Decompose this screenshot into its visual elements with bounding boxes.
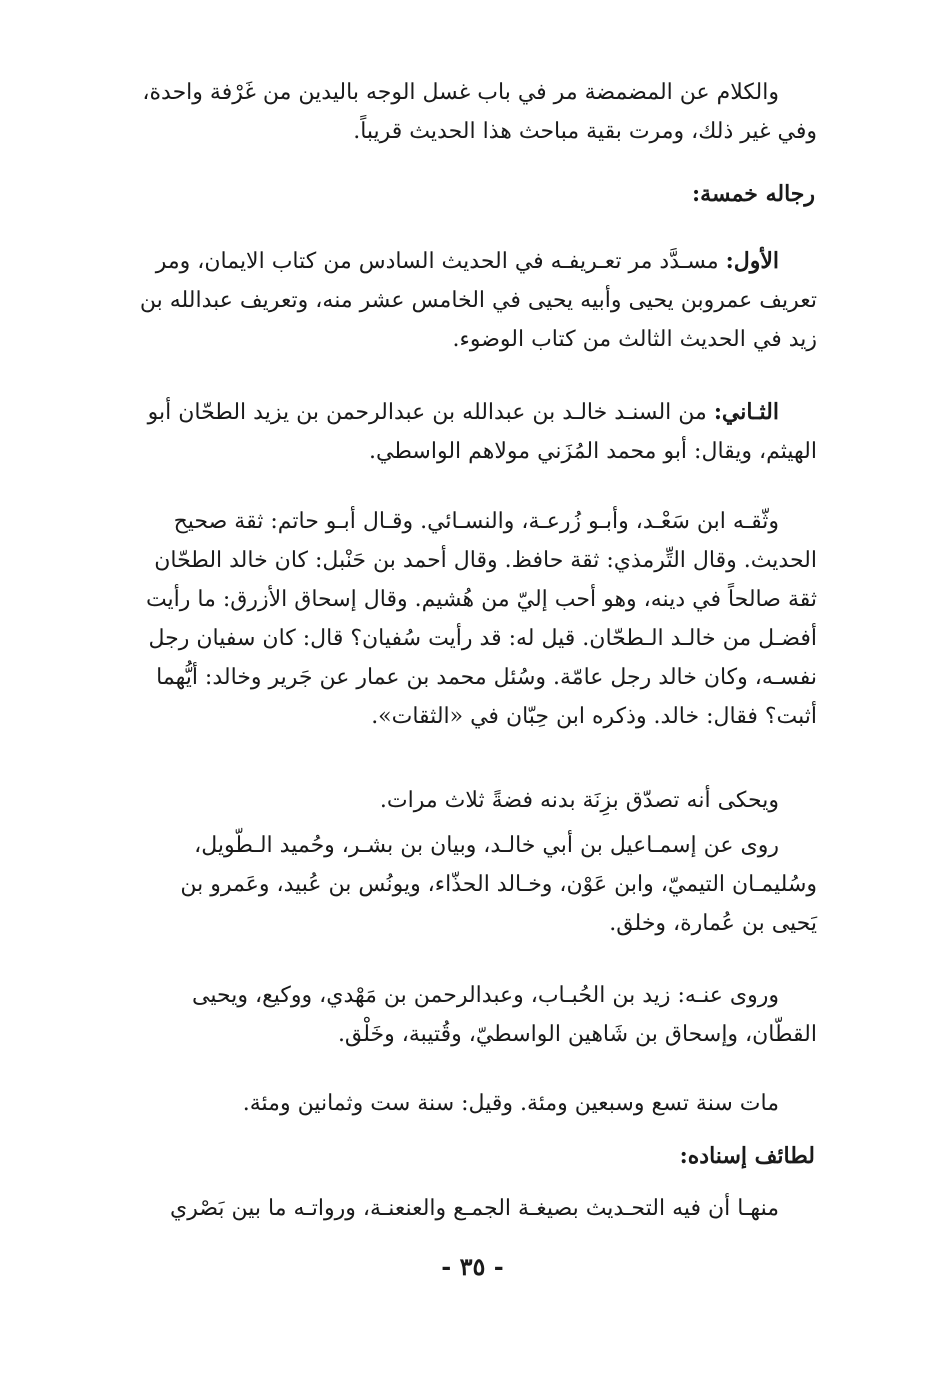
paragraph-line: الهيثم، ويقال: أبو محمد المُزَني مولاهم الواسطي.	[369, 439, 817, 464]
paragraph-line: الحديث. وقال التِّرمذي: ثقة حافظ. وقال أحمد بن حَنْبل: كان خالد الطحّان	[154, 548, 817, 573]
paragraph-line: نفسـه، وكان خالد رجل عامّة. وسُئل محمد بن عمار عن جَرير وخالد: أيُّهما	[156, 665, 817, 690]
intro-paragraph	[127, 73, 817, 151]
paragraph-line: أثبت؟ فقال: خالد. وذكره ابن حِبّان في «الثقات».	[371, 704, 817, 729]
paragraph-line: وفي غير ذلك، ومرت بقية مباحث هذا الحديث قريباً.	[353, 119, 817, 144]
paragraph-line: منهـا أن فيه التحـديث بصيغـة الجمـع والعنعنـة، ورواتـه ما بين بَصْري	[169, 1196, 779, 1221]
paragraph-line: زيد في الحديث الثالث من كتاب الوضوء.	[452, 327, 817, 352]
riwaya-anhu-paragraph	[127, 976, 817, 1054]
lataif-paragraph	[127, 1189, 817, 1228]
paragraph-line	[127, 393, 817, 432]
riwaya-an-paragraph	[127, 826, 817, 943]
paragraph-line: والكلام عن المضمضة مر في باب غسل الوجه باليدين من غَرْفة واحدة،	[142, 80, 779, 105]
sadaqa-paragraph	[127, 781, 817, 820]
page-number: - ٣٥ -	[441, 1252, 504, 1281]
rijal-heading: رجاله خمسة:	[692, 181, 815, 207]
paragraph-line: القطّان، وإسحاق بن شَاهين الواسطيّ، وقُتيبة، وخَلْق.	[337, 1022, 817, 1047]
paragraph-line: وسُليمـان التيميّ، وابن عَوْن، وخـالد الحذّاء، ويونُس بن عُبيد، وعَمرو بن	[180, 872, 817, 897]
second-lead: الثـاني:	[713, 399, 779, 425]
paragraph-line: وروى عنـه: زيد بن الحُبـاب، وعبدالرحمن بن مَهْدي، ووكيع، ويحيى	[192, 983, 779, 1008]
second-narrator-paragraph	[127, 393, 817, 471]
paragraph-line: ثقة صالحاً في دينه، وهو أحب إليّ من هُشيم. وقال إسحاق الأزرق: ما رأيت	[145, 587, 817, 612]
first-narrator-paragraph	[127, 242, 817, 359]
first-lead: الأول:	[725, 248, 779, 274]
tawthiq-paragraph	[127, 502, 817, 736]
paragraph-line: يَحيى بن عُمارة، وخلق.	[609, 911, 817, 936]
paragraph-line: مات سنة تسع وسبعين ومئة. وقيل: سنة ست وثمانين ومئة.	[242, 1091, 779, 1116]
death-paragraph	[127, 1084, 817, 1123]
paragraph-line: روى عن إسمـاعيل بن أبي خالـد، وبيان بن بشـر، وحُميد الـطّويل،	[194, 833, 779, 858]
paragraph-line	[127, 242, 817, 281]
paragraph-line: وثّقـه ابن سَعْـد، وأبـو زُرعـة، والنسـائي. وقـال أبـو حاتم: ثقة صحيح	[173, 509, 779, 534]
first-line-text: مسـدَّد مر تعـريفـه في الحديث السادس من كتاب الايمان، ومر	[155, 249, 719, 274]
paragraph-line: ويحكى أنه تصدّق بزِنَة بدنه فضةً ثلاث مرات.	[379, 788, 779, 813]
paragraph-line: تعريف عمروبن يحيى وأبيه يحيى في الخامس عشر منه، وتعريف عبدالله بن	[139, 288, 817, 313]
paragraph-line: أفضـل من خالـد الـطحّان. قيل له: قد رأيت سُفيان؟ قال: كان سفيان رجل	[148, 626, 817, 651]
second-line-text: من السنـد خالـد بن عبدالله بن عبدالرحمن بن يزيد الطحّان أبو	[147, 400, 707, 425]
lataif-heading: لطائف إسناده:	[679, 1143, 815, 1169]
